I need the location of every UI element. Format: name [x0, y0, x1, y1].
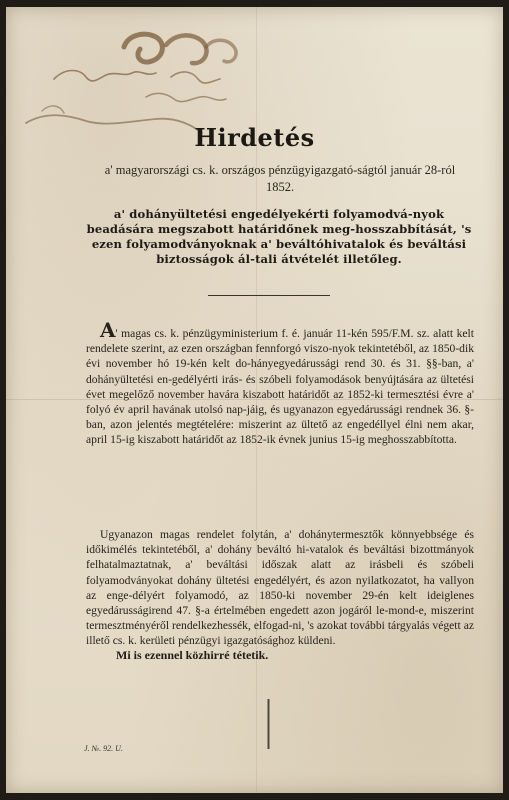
ink-crease-mark: [267, 699, 270, 749]
document-subject: a' dohányültetési engedélyekérti folyamodvá-nyok beadására megszabott határidőnek meg-hosszabbítását, 's ezen folyamodványoknak a' beváltóhivatalok és beváltási biztosságok ál-tali átvételét illetőleg.: [86, 207, 472, 266]
document-sheet: [6, 7, 503, 793]
closing-statement: Mi is ezennel közhirré tétetik.: [116, 648, 269, 662]
body-paragraph-1: [86, 318, 474, 448]
document-subtitle: a' magyarországi cs. k. országos pénzügyigazgató-ságtól január 28-ról 1852.: [104, 163, 456, 194]
body-paragraph-2: Ugyanazon magas rendelet folytán, a' dohánytermesztők könnyebbsége és időkimélés tekintetéből, a' dohány beváltó hi-vatalok és beváltási bizottmányok felhatalmaztatnak, a' beváltási időszak alatt az irásbeli és szóbeli folyamodványokat dohány ültetési engedélyért, és azon nyilatkozatot, ha vallyon az enge-délyért folyamodó, az 1850-ki november 29-én kelt ideiglenes egyedárusságirend 47. §-a értelmében engedett azon jogáról le-mond-e, miszerint termesztményéről rendelkezhessék, elfogad-ni, 's azokat további tárgyalás végett az illető cs. k. kerületi pénzügyi igazgatósághoz küldeni.: [86, 528, 474, 648]
drop-cap-initial: A: [100, 318, 116, 342]
printer-reference-note: J. №. 92. U.: [84, 744, 123, 753]
document-title: Hirdetés: [194, 123, 315, 152]
body-paragraph-1-text: ' magas cs. k. pénzügyministerium f. é. január 11-kén 595/F.M. sz. alatt kelt rendelete szerint, az ezen országban fennforgó viszo-nyok tekintetéből, az 1850-dik évi november hó 19-kén kelt do-hányegyedárussági rend 30. és 31. §§-ban, a' dohányültetési en-gedélyérti irás- és szóbeli folyamodások benyújtására az ültetési évet megelőző november havára kiszabott határidőt az 1852-ki termesztési évre a' folyó év april havának utolsó nap-jáig, és ugyanazon egyedárussági rendnek 36. §-ban, azon jelentés megtételére: miszerint az ültető az engedéllyel élni nem akar, april 15-ig kiszabott határidőt az 1852-ik évnek junius 15-ig meghosszabbította.: [86, 327, 474, 447]
section-divider: [208, 295, 330, 296]
